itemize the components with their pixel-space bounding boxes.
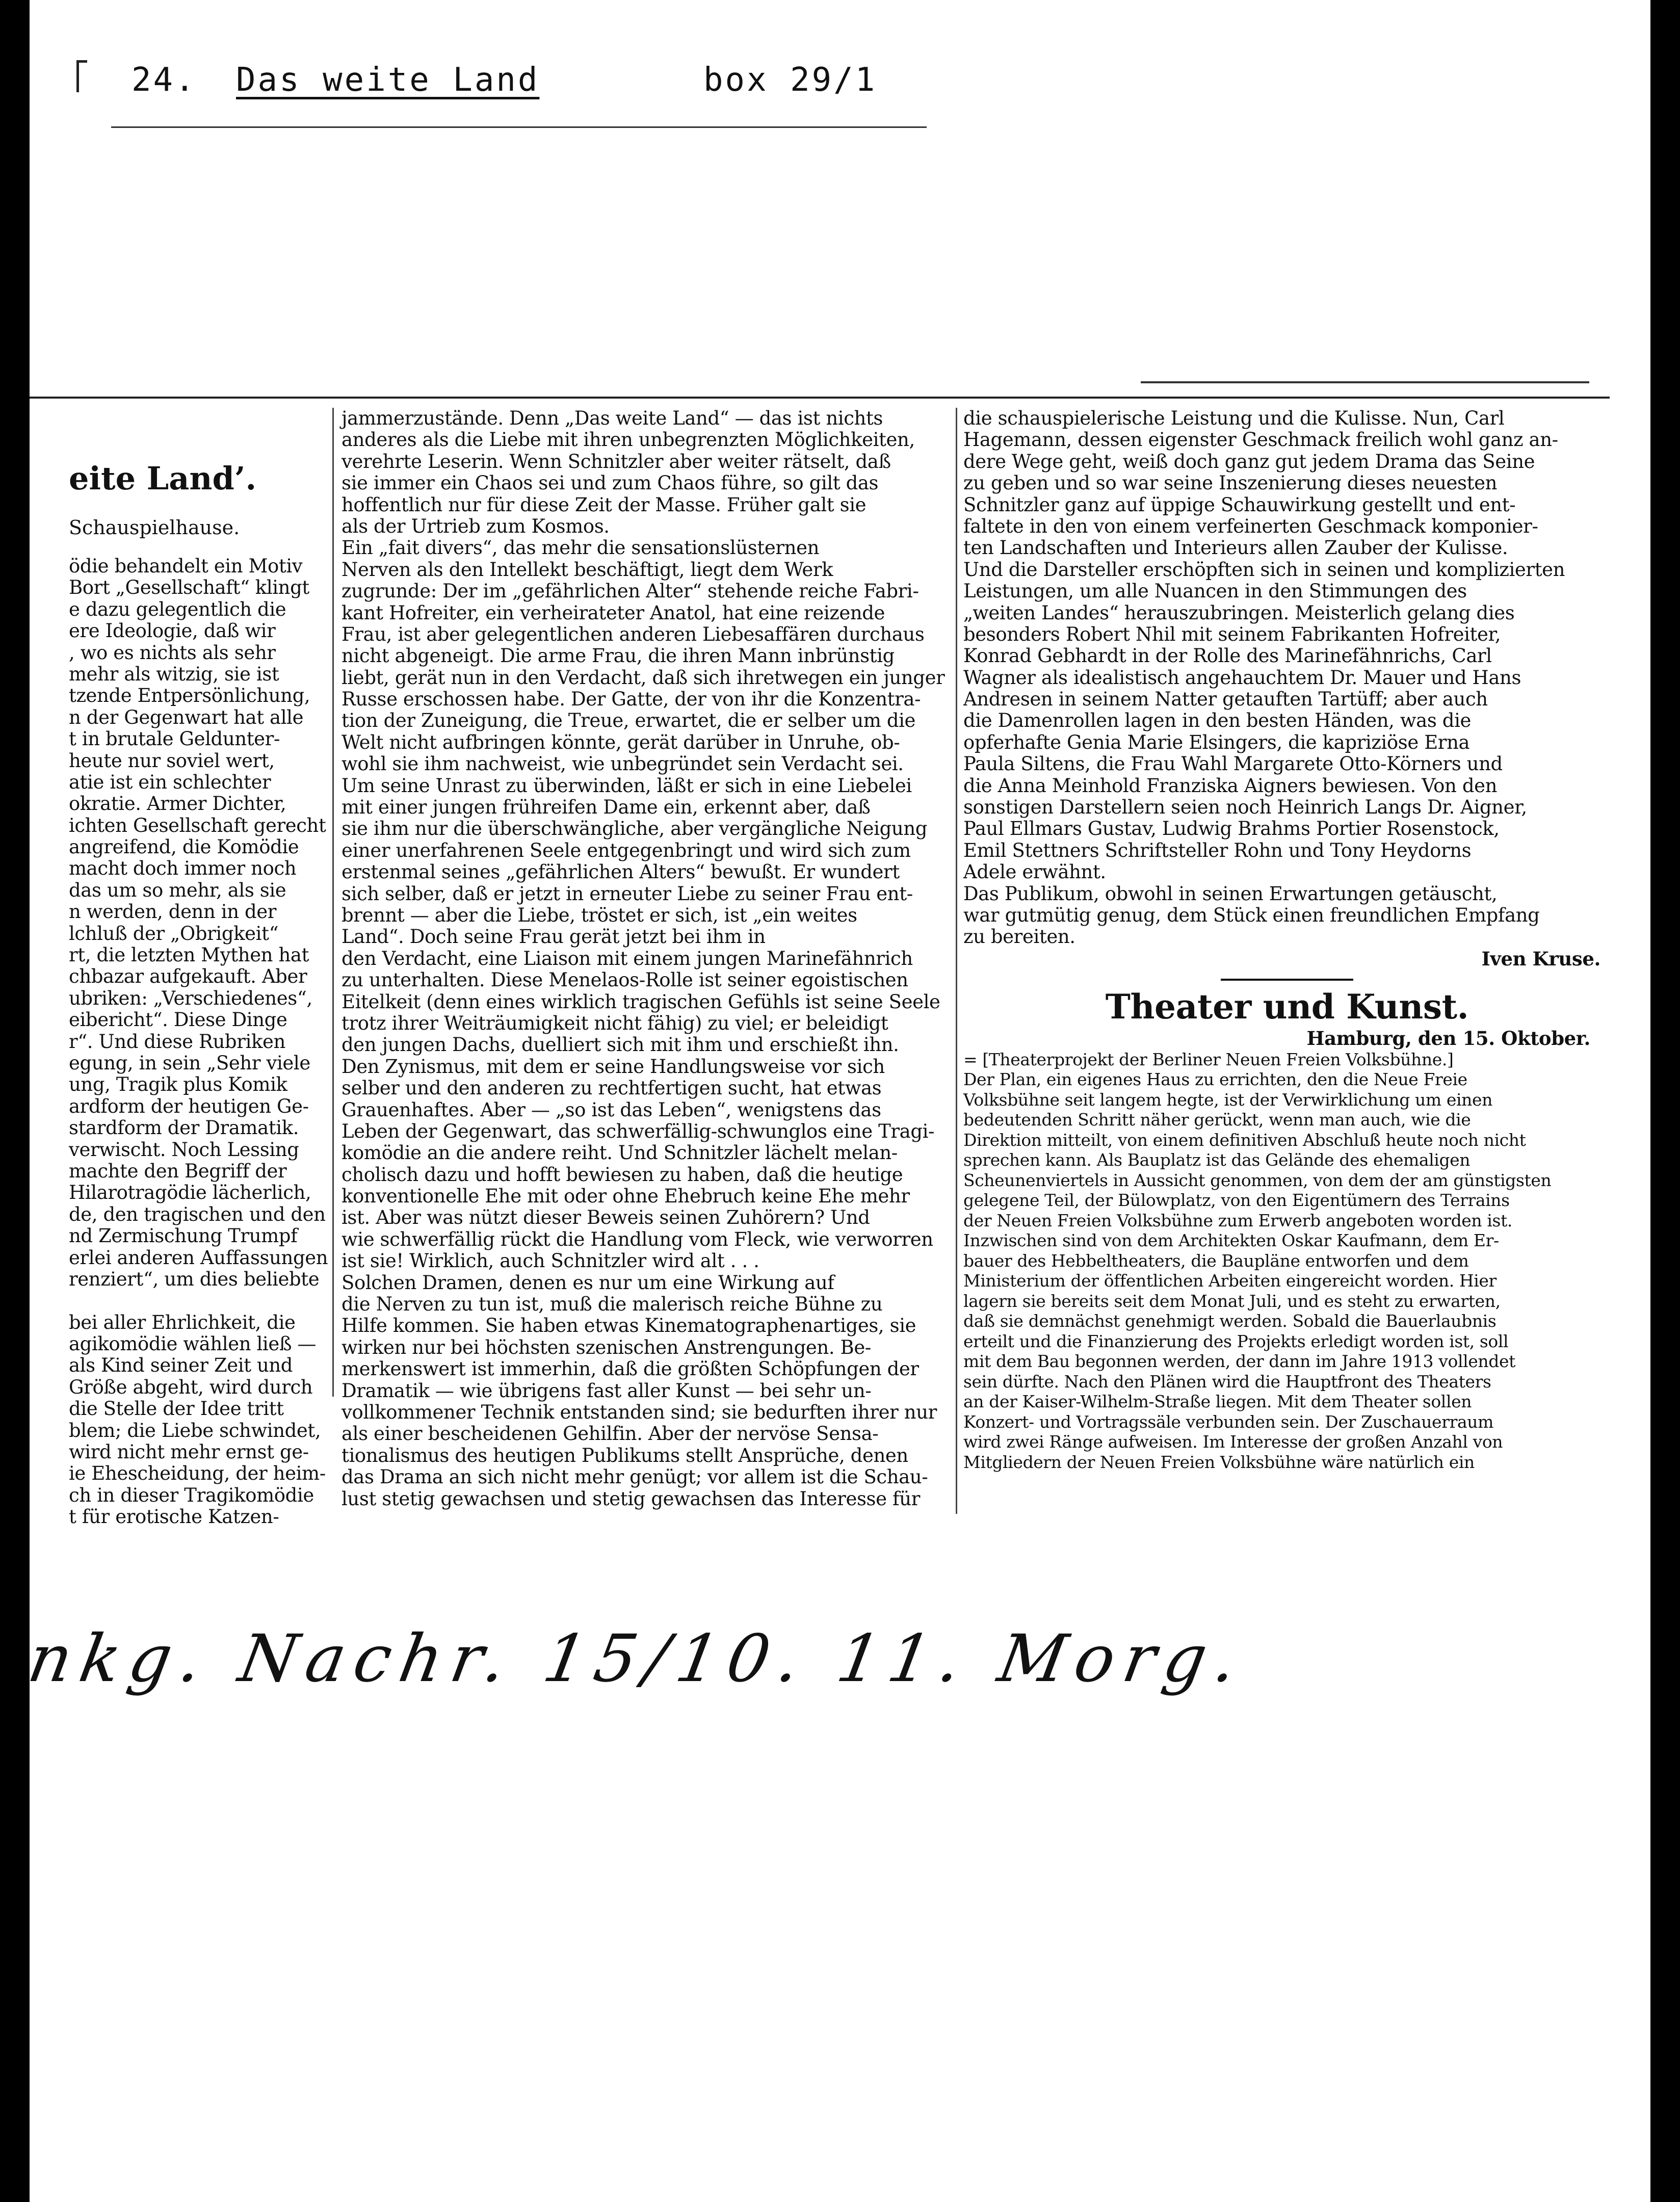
text-line: cholisch dazu und hofft bewiesen zu haben, daß die heutige (342, 1163, 903, 1186)
text-line: die Damenrollen lagen in den besten Händen, was die (963, 710, 1471, 732)
text-line: Eitelkeit (denn eines wirklich tragischen Gefühls ist seine Seele (342, 990, 940, 1013)
text-line: nicht abgeneigt. Die arme Frau, die ihren Mann inbrünstig (342, 645, 895, 667)
paper-sheet (22, 0, 1650, 2202)
text-line: eibericht“. Diese Dinge (69, 1009, 287, 1031)
text-line: heute nur soviel wert, (69, 749, 275, 772)
text-line: zu bereiten. (963, 926, 1075, 948)
text-line: Leben der Gegenwart, das schwerfällig-schwunglos eine Tragi- (342, 1120, 935, 1142)
text-line: wird zwei Ränge aufweisen. Im Interesse der großen Anzahl von (963, 1432, 1503, 1452)
text-line: Ein „fait divers“, das mehr die sensationslüsternen (342, 537, 819, 559)
text-line: r“. Und diese Rubriken (69, 1030, 285, 1053)
text-line: Adele erwähnt. (963, 861, 1106, 883)
text-line: erstenmal seines „gefährlichen Alters“ bewußt. Er wundert (342, 861, 900, 883)
text-line: vollkommener Technik entstanden sind; sie bedurften ihrer nur (342, 1401, 937, 1423)
text-line: Hagemann, dessen eigenster Geschmack freilich wohl ganz an- (963, 429, 1558, 451)
text-line: mit einer jungen frühreifen Dame ein, erkennt aber, daß (342, 796, 871, 819)
text-line: ten Landschaften und Interieurs allen Zauber der Kulisse. (963, 537, 1508, 559)
text-line: egung, in sein „Sehr viele (69, 1052, 310, 1074)
column-1-text (69, 555, 328, 1528)
section-separator (1221, 979, 1353, 981)
text-line: anderes als die Liebe mit ihren unbegrenzten Möglichkeiten, (342, 429, 915, 451)
text-line: ch in dieser Tragikomödie (69, 1484, 314, 1506)
text-line: die Stelle der Idee tritt (69, 1398, 284, 1420)
text-line: trotz ihrer Weiträumigkeit nicht fähig) zu viel; er beleidigt (342, 1012, 888, 1034)
text-line: mit dem Bau begonnen werden, der dann im Jahre 1913 vollendet (963, 1351, 1515, 1372)
text-line: Um seine Unrast zu überwinden, läßt er sich in eine Liebelei (342, 774, 912, 797)
column-2-text (342, 407, 979, 1510)
archive-number: 24. (132, 61, 197, 99)
text-line: merkenswert ist immerhin, daß die größten Schöpfungen der (342, 1358, 919, 1380)
text-line: den jungen Dachs, duelliert sich mit ihm und erschießt ihn. (342, 1034, 899, 1056)
text-line: bei aller Ehrlichkeit, die (69, 1311, 296, 1333)
text-line: ere Ideologie, daß wir (69, 620, 276, 642)
text-line: angreifend, die Komödie (69, 836, 299, 858)
text-line: die schauspielerische Leistung und die Kulisse. Nun, Carl (963, 407, 1505, 429)
column1-subheading: Schauspielhause. (69, 516, 240, 539)
text-line: Wagner als idealistisch angehauchtem Dr. Mauer und Hans (963, 666, 1521, 689)
text-line: Bort „Gesellschaft“ klingt (69, 576, 309, 599)
text-line: ardform der heutigen Ge- (69, 1095, 309, 1117)
text-line: zu geben und so war seine Inszenierung dieses neuesten (963, 472, 1498, 494)
corner-bracket-mark (76, 60, 87, 92)
column1-headline: eite Land’. (69, 460, 257, 497)
text-line: Hilfe kommen. Sie haben etwas Kinematographenartiges, sie (342, 1315, 916, 1337)
text-line: lust stetig gewachsen und stetig gewachsen das Interesse für (342, 1487, 920, 1510)
text-line: tion der Zuneigung, die Treue, erwartet, die er selber um die (342, 710, 916, 732)
review-continuation (963, 408, 1611, 948)
text-line: tzende Entpersönlichung, (69, 685, 310, 707)
text-line: n werden, denn in der (69, 901, 277, 923)
text-line: gelegene Teil, der Bülowplatz, von den Eigentümern des Terrains (963, 1190, 1510, 1211)
text-line: Ministerium der öffentlichen Arbeiten eingereicht worden. Hier (963, 1271, 1497, 1291)
text-line: wie schwerfällig rückt die Handlung vom Fleck, wie verworren (342, 1228, 933, 1250)
text-line: lagern sie bereits seit dem Monat Juli, und es steht zu erwarten, (963, 1291, 1501, 1311)
text-line: mehr als witzig, sie ist (69, 663, 279, 685)
text-line: dere Wege geht, weiß doch ganz gut jedem Drama das Seine (963, 450, 1535, 473)
text-line: Größe abgeht, wird durch (69, 1376, 313, 1398)
text-line: chbazar aufgekauft. Aber (69, 965, 307, 988)
text-line: als der Urtrieb zum Kosmos. (342, 515, 610, 537)
text-line: Der Plan, ein eigenes Haus zu errichten, den die Neue Freie (963, 1069, 1467, 1090)
text-line: wird nicht mehr ernst ge- (69, 1441, 309, 1463)
text-line: blem; die Liebe schwindet, (69, 1419, 321, 1441)
text-line: der Neuen Freien Volksbühne zum Erwerb angeboten worden ist. (963, 1210, 1513, 1230)
text-line: jammerzustände. Denn „Das weite Land“ — das ist nichts (342, 407, 883, 429)
text-line: sie immer ein Chaos sei und zum Chaos führe, so gilt das (342, 472, 879, 494)
text-line: stardform der Dramatik. (69, 1117, 299, 1139)
text-line: ung, Tragik plus Komik (69, 1073, 287, 1096)
text-line: opferhafte Genia Marie Elsingers, die kapriziöse Erna (963, 731, 1470, 753)
header-rule (111, 126, 927, 128)
text-line (69, 1290, 324, 1312)
text-line: kant Hofreiter, ein verheirateter Anatol, hat eine reizende (342, 601, 885, 624)
text-line: die Nerven zu tun ist, muß die malerisch reiche Bühne zu (342, 1293, 883, 1316)
text-line: sein dürfte. Nach den Plänen wird die Hauptfront des Theaters (963, 1371, 1491, 1392)
text-line: macht doch immer noch (69, 857, 297, 880)
text-line: war gutmütig genug, dem Stück einen freundlichen Empfang (963, 904, 1540, 926)
text-line: Grauenhaftes. Aber — „so ist das Leben“, wenigstens das (342, 1098, 881, 1121)
text-line: n der Gegenwart hat alle (69, 706, 304, 728)
newspaper-clipping (66, 403, 1611, 1528)
text-line: lchluß der „Obrigkeit“ (69, 922, 279, 945)
text-line: Den Zynismus, mit dem er seine Handlungsweise vor sich (342, 1055, 885, 1078)
text-line: tionalismus des heutigen Publikums stellt Ansprüche, denen (342, 1444, 908, 1466)
text-line: t für erotische Katzen- (69, 1506, 279, 1528)
text-line: Solchen Dramen, denen es nur um eine Wirkung auf (342, 1271, 834, 1294)
text-line: als einer bescheidenen Gehilfin. Aber der nervöse Sensa- (342, 1423, 879, 1445)
text-line: Direktion mitteilt, von einem definitiven Abschluß heute noch nicht (963, 1130, 1526, 1150)
text-line: Paula Siltens, die Frau Wahl Margarete Otto-Körners und (963, 753, 1503, 775)
text-line: sie ihm nur die überschwängliche, aber vergängliche Neigung (342, 818, 928, 840)
text-line: die Anna Meinhold Franziska Aigners bewiesen. Von den (963, 774, 1498, 797)
text-line: das um so mehr, als sie (69, 879, 286, 901)
text-line: ichten Gesellschaft gerecht (69, 814, 326, 836)
text-line: sonstigen Darstellern seien noch Heinrich Langs Dr. Aigner, (963, 796, 1527, 819)
text-line: = [Theaterprojekt der Berliner Neuen Freien Volksbühne.] (963, 1049, 1454, 1069)
theater-project-article (963, 1050, 1611, 1473)
column-divider-1 (332, 408, 334, 1397)
text-line: brennt — aber die Liebe, tröstet er sich, ist „ein weites (342, 904, 857, 926)
text-line: erlei anderen Auffassungen (69, 1246, 328, 1269)
text-line: wirken nur bei höchsten szenischen Anstrengungen. Be- (342, 1336, 871, 1358)
text-line: , wo es nichts als sehr (69, 641, 276, 664)
text-line: Nerven als den Intellekt beschäftigt, liegt dem Werk (342, 558, 833, 581)
text-line: ist sie! Wirklich, auch Schnitzler wird alt . . . (342, 1250, 759, 1272)
text-line: Konrad Gebhardt in der Rolle des Marinefähnrichs, Carl (963, 645, 1492, 667)
column-3-text (963, 408, 1611, 1504)
text-line: e dazu gelegentlich die (69, 598, 286, 620)
text-line: Schnitzler ganz auf üppige Schauwirkung gestellt und ent- (963, 493, 1516, 516)
text-line: wohl sie ihm nachweist, wie unbegründet sein Verdacht sei. (342, 753, 904, 775)
text-line: Scheunenviertels in Aussicht genommen, von dem der am günstigsten (963, 1170, 1552, 1190)
text-line: atie ist ein schlechter (69, 771, 271, 793)
text-line: als Kind seiner Zeit und (69, 1354, 293, 1377)
text-line: Das Publikum, obwohl in seinen Erwartungen getäuscht, (963, 882, 1498, 905)
text-line: komödie an die andere reiht. Und Schnitzler lächelt melan- (342, 1142, 898, 1164)
dateline: Hamburg, den 15. Oktober. (1306, 1027, 1590, 1050)
column-divider-2 (956, 408, 957, 1514)
section-title: Theater und Kunst. (1105, 987, 1469, 1027)
text-line: besonders Robert Nhil mit seinem Fabrikanten Hofreiter, (963, 623, 1501, 645)
text-line: bedeutenden Schritt näher gerückt, wenn man auch, wie die (963, 1110, 1471, 1130)
text-line: agikomödie wählen ließ — (69, 1333, 317, 1355)
text-line: Hilarotragödie lächerlich, (69, 1182, 311, 1204)
text-line: ödie behandelt ein Motiv (69, 555, 303, 577)
text-line: sprechen kann. Als Bauplatz ist das Gelände des ehemaligen (963, 1150, 1471, 1170)
text-line: selber und den anderen zu rechtfertigen sucht, hat etwas (342, 1077, 882, 1099)
text-line: bauer des Hebbeltheaters, die Baupläne entworfen und dem (963, 1250, 1469, 1271)
text-line: sich selber, daß er jetzt in erneuter Liebe zu seiner Frau ent- (342, 882, 913, 905)
archive-box-label: box 29/1 (703, 61, 877, 99)
text-line: Konzert- und Vortragssäle verbunden sein. Der Zuschauerraum (963, 1411, 1493, 1432)
handwritten-source-note: nkg. Nachr. 15/10. 11. Morg. (22, 1621, 1252, 1697)
text-line: machte den Begriff der (69, 1160, 287, 1182)
text-line: an der Kaiser-Wilhelm-Straße liegen. Mit dem Theater sollen (963, 1392, 1472, 1412)
text-line: nd Zermischung Trumpf (69, 1225, 298, 1247)
text-line: Volksbühne seit langem hegte, ist der Verwirklichung um einen (963, 1089, 1492, 1110)
text-line: Andresen in seinem Natter getauften Tartüff; aber auch (963, 688, 1488, 711)
text-line: rt, die letzten Mythen hat (69, 944, 309, 966)
text-line: hoffentlich nur für diese Zeit der Masse. Früher galt sie (342, 493, 867, 516)
text-line: den Verdacht, eine Liaison mit einem jungen Marinefähnrich (342, 947, 913, 969)
text-line: verehrte Leserin. Wenn Schnitzler aber weiter rätselt, daß (342, 450, 891, 473)
text-line: Inzwischen sind von dem Architekten Oskar Kaufmann, dem Er- (963, 1230, 1499, 1251)
archive-title: Das weite Land (236, 61, 540, 99)
clipping-top-edge (30, 397, 1610, 399)
text-line: Russe erschossen habe. Der Gatte, der von ihr die Konzentra- (342, 688, 921, 711)
text-line: „weiten Landes“ herauszubringen. Meisterlich gelang dies (963, 601, 1515, 624)
text-line: zu unterhalten. Diese Menelaos-Rolle ist seiner egoistischen (342, 969, 908, 991)
top-right-rule (1141, 381, 1589, 383)
text-line: Leistungen, um alle Nuancen in den Stimmungen des (963, 580, 1467, 602)
text-line: daß sie demnächst genehmigt werden. Sobald die Bauerlaubnis (963, 1311, 1497, 1331)
text-line: de, den tragischen und den (69, 1203, 326, 1225)
text-line: Land“. Doch seine Frau gerät jetzt bei ihm in (342, 926, 766, 948)
text-line: faltete in den von einem verfeinerten Geschmack komponier- (963, 515, 1538, 537)
text-line: zugrunde: Der im „gefährlichen Alter“ stehende reiche Fabri- (342, 580, 919, 602)
text-line: erteilt und die Finanzierung des Projekts erledigt worden ist, soll (963, 1331, 1509, 1351)
text-line: Und die Darsteller erschöpften sich in seinen und komplizierten (963, 558, 1565, 581)
text-line: Emil Stettners Schriftsteller Rohn und Tony Heydorns (963, 839, 1472, 861)
text-line: okratie. Armer Dichter, (69, 793, 286, 815)
text-line: ist. Aber was nützt dieser Beweis seinen Zuhörern? Und (342, 1207, 870, 1229)
text-line: t in brutale Geldunter- (69, 728, 280, 750)
text-line: Welt nicht aufbringen könnte, gerät darüber in Unruhe, ob- (342, 731, 900, 753)
text-line: konventionelle Ehe mit oder ohne Ehebruch keine Ehe mehr (342, 1185, 910, 1208)
text-line: renziert“, um dies beliebte (69, 1268, 320, 1290)
text-line: ie Ehescheidung, der heim- (69, 1462, 326, 1485)
text-line: Paul Ellmars Gustav, Ludwig Brahms Portier Rosenstock, (963, 818, 1500, 840)
text-line: verwischt. Noch Lessing (69, 1138, 299, 1161)
text-line: das Drama an sich nicht mehr genügt; vor allem ist die Schau- (342, 1466, 928, 1488)
text-line: Frau, ist aber gelegentlichen anderen Liebesaffären durchaus (342, 623, 925, 645)
text-line: einer unerfahrenen Seele entgegenbringt und wird sich zum (342, 839, 911, 861)
text-line: liebt, gerät nun in den Verdacht, daß sich ihretwegen ein junger (342, 666, 945, 689)
text-line: ubriken: „Verschiedenes“, (69, 987, 312, 1009)
text-line: Dramatik — wie übrigens fast aller Kunst — bei sehr un- (342, 1379, 872, 1402)
review-signature: Iven Kruse. (1481, 947, 1600, 970)
text-line: Mitgliedern der Neuen Freien Volksbühne wäre natürlich ein (963, 1452, 1475, 1472)
